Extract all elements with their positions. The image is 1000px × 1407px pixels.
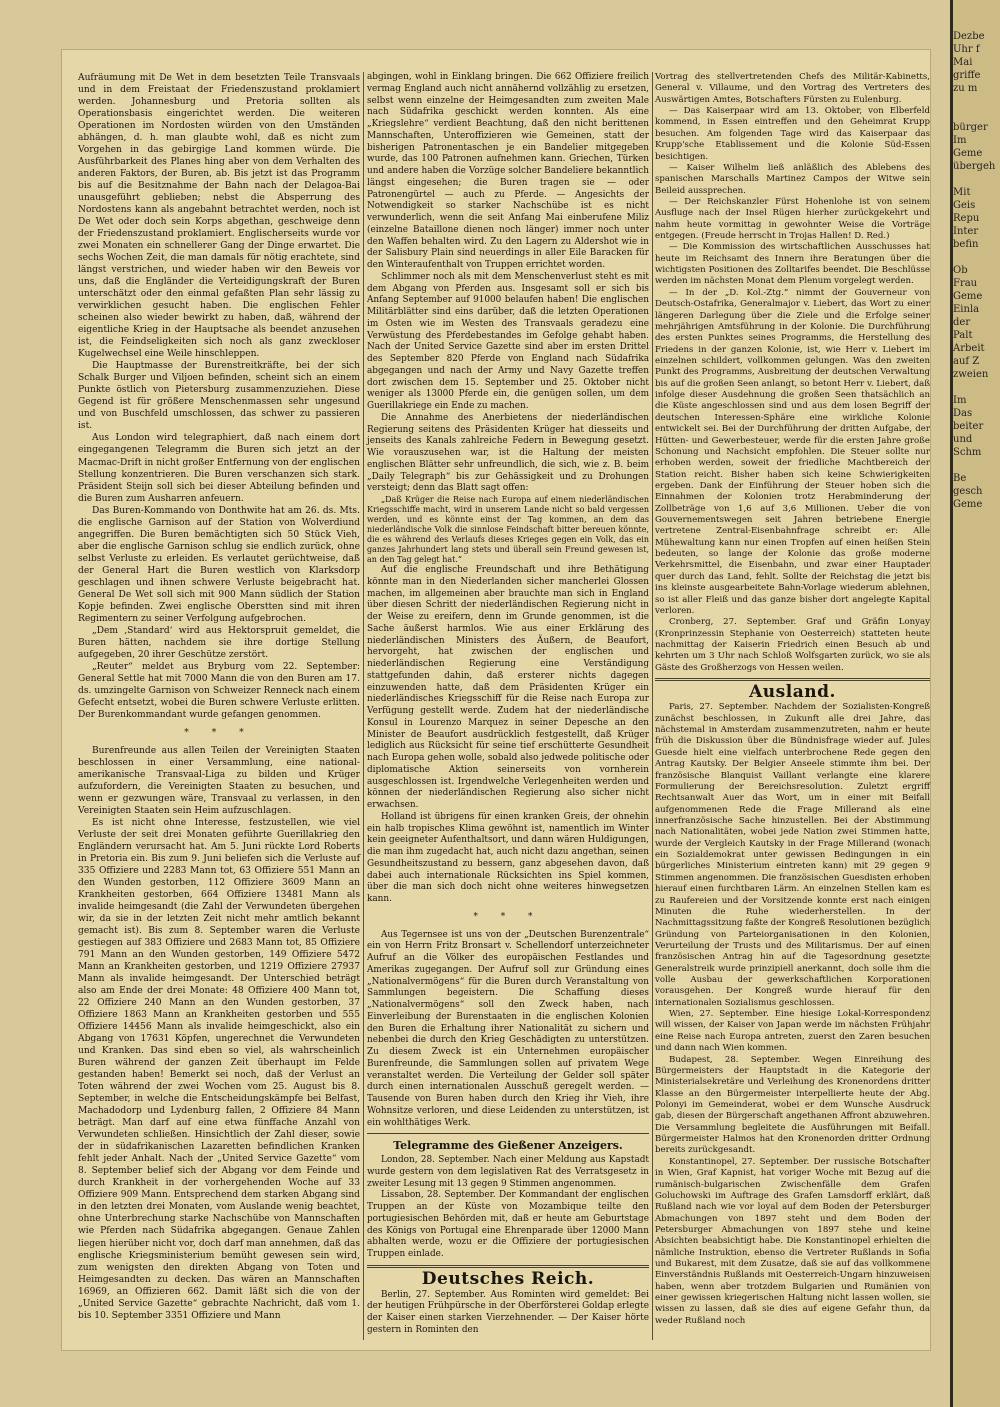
section-separator: * * *: [473, 911, 543, 922]
paragraph: — Das Kaiserpaar wird am 13. Oktober, von Elberfeld kommend, in Essen eintreffen und den Geheimrat Krupp besuchen. Am folgenden Tage wird das Kaiserpaar das Krupp'sche Etablissement und die Kolonie Süd-Essen besichtigen.: [655, 106, 930, 162]
paragraph: Die Hauptmasse der Burenstreitkräfte, bei der sich Schalk Burger und Viljoen befinden, scheint sich an einem Punkte östlich von Pietersburg zusammenzuziehen. Diese Gegend ist für größere Menschenmassen sehr ungesund und von Buschfeld umschlossen, das schwer zu passieren ist.: [78, 361, 360, 432]
paragraph: — Der Reichskanzler Fürst Hohenlohe ist von seinem Ausfluge nach der Insel Rügen hierher zurückgekehrt und nahm heute vormittag in gewohnter Weise die Vorträge entgegen. (Freude herrscht in Trojas Hallen! D. Red.): [655, 196, 930, 242]
section-separator: * * *: [184, 727, 254, 738]
paragraph: Aus London wird telegraphiert, daß nach einem dort eingegangenen Telegramm die Buren sich jetzt an der Macmac-Drift in nicht großer Entfernung von der englischen Stellung konzentrieren. Die Buren verschanzen sich stark. Präsident Steijn soll sich bei dieser Abteilung befinden und die Buren zum Ausharren anfeuern.: [78, 433, 360, 504]
column-3: [655, 72, 930, 1327]
section-heading-ausland: Ausland.: [749, 682, 836, 703]
paragraph: Konstantinopel, 27. September. Der russische Botschafter in Wien, Graf Kapnist, hat voriger Woche mit Bezug auf die rumänisch-bulgarischen Zwischenfälle dem Grafen Goluchowski im Auftrage des Grafen Lamsdorff erklärt, daß Rußland nach wie vor loyal auf dem Boden der Petersburger Abmachungen von 1897 steht und dem Boden der Petersburger Abmachungen von 1897 stehe und keine Absichten beabsichtigt habe. Die Konstantinopel erhielten die nämliche Instruktion, ebenso die Vertreter Rußlands in Sofia und Bukarest, mit dem Zusatze, daß sie auf das vollkommene Einverständnis Rußlands mit Oesterreich-Ungarn hinzuweisen haben, wenn aber trotzdem Bulgarien und Rumänien von einer gewissen kriegerischen Haltung nicht lassen wollen, sie wissen zu lassen, daß sie dies auf eigene Gefahr thun, da weder Rußland noch: [655, 1156, 930, 1326]
paragraph: Lissabon, 28. September. Der Kommandant der englischen Truppen an der Küste von Mozambique teilte den portugiesischen Behörden mit, daß er heute am Geburtstage des Königs von Portugal eine Ehrenparade über 12000 Mann abhalten werde, wozu er die Offiziere der portugiesischen Truppen einlade.: [367, 1190, 649, 1259]
paragraph: Berlin, 27. September. Aus Rominten wird gemeldet: Bei der heutigen Frühpürsche in der Oberförsterei Goldap erlegte der Kaiser einen starken Vierzehnender. — Der Kaiser hörte gestern in Rominten den: [367, 1289, 649, 1335]
paragraph: Burenfreunde aus allen Teilen der Vereinigten Staaten beschlossen in einer Versammlung, eine national-amerikanische Transvaal-Liga zu bilden und Krüger aufzufordern, die Vereinigten Staaten zu besuchen, und wenn er gezwungen wäre, Transvaal zu verlassen, in den Vereinigten Staaten sein Heim aufzuschlagen.: [78, 745, 360, 816]
divider: [367, 1265, 649, 1268]
divider: [367, 1133, 649, 1134]
paragraph: „Dem ‚Standard‘ wird aus Hektorspruit gemeldet, die Buren hätten, nachdem sie ihre dortige Stellung aufgegeben, 20 ihrer Geschütze zerstört.: [78, 625, 360, 660]
adjacent-page-edge: [950, 0, 1000, 1407]
section-heading-deutsches-reich: Deutsches Reich.: [421, 1268, 595, 1289]
paragraph: „Reuter“ meldet aus Bryburg vom 22. September: General Settle hat mit 7000 Mann die von den Buren am 17. ds. umzingelte Garnison von Schweizer Renneck nach einem Gefecht entsetzt, wobei die Buren schwere Verluste erlitten. Der Burenkommandant wurde gefangen genommen.: [78, 661, 360, 720]
adjacent-page-text: Dezbe Uhr f Mai griffe zu m bürger Im Geme übergeh Mit Geis Repu Inter befin Ob Frau Geme Einla der Palt Arbeit auf Z zweien Im Das beiter und Schm Be gesch Geme: [953, 31, 996, 510]
paragraph: Aus Tegernsee ist uns von der „Deutschen Burenzentrale“ ein von Herrn Fritz Bronsart v. Schellendorf unterzeichneter Aufruf an die Völker des europäischen Festlandes und Amerikas zugegangen. Der Aufruf soll zur Gründung eines „Nationalvermögens“ für die Buren durch Veranstaltung von Sammlungen begeistern. Die Schaffung dieses „Nationalvermögens“ soll den Zweck haben, nach Einverleibung der Burenstaaten in die englischen Kolonien den Buren die Erhaltung ihrer Nationalität zu sichern und nebenbei die durch den Krieg Geschädigten zu unterstützen. Zu diesem Zweck ist ein Unternehmen europäischer Burenfreunde, die Sammlungen sollen auf privatem Wege veranstaltet werden. Die Verteilung der Gelder soll später durch einen internationalen Ausschuß geregelt werden. — Tausende von Buren haben durch den Krieg ihr Vieh, ihre Wohnsitze verloren, und diese Leidenden zu unterstützen, ist ein wohlthätiges Werk.: [367, 929, 649, 1128]
paragraph: Wien, 27. September. Eine hiesige Lokal-Korrespondenz will wissen, der Kaiser von Japan werde im nächsten Frühjahr eine Reise nach Europa antreten, zuerst den Zaren besuchen und dann nach Wien kommen.: [655, 1009, 930, 1054]
paragraph: Es ist nicht ohne Interesse, festzustellen, wie viel Verluste der seit drei Monaten geführte Guerillakrieg den Engländern verursacht hat. Am 5. Juni rückte Lord Roberts in Pretoria ein. Bis zum 9. Juni beliefen sich die Verluste auf 335 Offiziere und 2283 Mann tot, 63 Offiziere 551 Mann an den Wunden gestorben, 112 Offiziere 3609 Mann an Krankheiten gestorben, 664 Offiziere 13481 Mann als invalide heimgesandt (die Zahl der Verwundeten übergehen wir, da sie in der letzten Zeit nicht mehr amtlich bekannt gemacht ist). Bis zum 8. September waren die Verluste gestiegen auf 383 Offiziere und 2683 Mann tot, 85 Offiziere 791 Mann an den Wunden gestorben, 149 Offiziere 5472 Mann an Krankheiten gestorben, und 1219 Offiziere 27937 Mann als invalide heimgesandt. Der Unterschied beträgt also am Ende der drei Monate: 48 Offiziere 400 Mann tot, 22 Offiziere 240 Mann an den Wunden gestorben, 37 Offiziere 1863 Mann an Krankheiten gestorben und 555 Offiziere 14456 Mann als invalide heimgeschickt, also ein Abgang von 17631 Köpfen, ungerechnet die Verwundeten und Kranken. Das sind eben so viel, als wahrscheinlich Buren während der ganzen Zeit überhaupt im Felde gestanden haben! Bemerkt sei noch, daß der Verlust an Toten während der zwei Wochen vom 25. August bis 8. September, in welche die Entscheidungskämpfe bei Belfast, Machadodorp und Lydenburg fallen, 2 Offiziere 84 Mann beträgt. Man darf auf eine etwa fünffache Anzahl von Verwundeten schließen. Hinsichtlich der Zahl dieser, sowie der in südafrikanischen Lazaretten befindlichen Kranken fehlt jeder Anhalt. Nach der „United Service Gazette“ vom 8. September belief sich der Abgang vor dem Feinde und durch Krankheit in der vorhergehenden Woche auf 33 Offiziere 909 Mann. Entsprechend dem starken Abgang sind in den letzten drei Monaten, vom Auslande wenig beachtet, ohne Unterbrechung starke Nachschübe von Mannschaften wie Pferden nach Südafrika abgegangen. Genaue Zahlen liegen hierüber nicht vor, doch darf man annehmen, daß das englische Kriegsministerium bemüht gewesen sein wird, zum wenigsten den direkten Abgang von Toten und Heimgesandten zu decken. Das wären an Mannschaften 16969, an Offizieren 662. Damit läßt sich die von der „United Service Gazette“ gebrachte Nachricht, daß vom 1. bis 10. September 3351 Offiziere und Mann: [78, 817, 360, 1321]
paragraph: — Kaiser Wilhelm ließ anläßlich des Ablebens des spanischen Marschalls Martinez Campos der Witwe sein Beileid aussprechen.: [655, 162, 930, 196]
column-2: [367, 72, 649, 1337]
paragraph: — Die Kommission des wirtschaftlichen Ausschusses hat heute im Reichsamt des Innern ihre Beratungen über die wichtigsten Positionen des Zolltarifes beendet. Die Beschlüsse werden im nächsten Monat dem Plenum vorgelegt werden.: [655, 242, 930, 287]
column-divider-1: [363, 72, 364, 1340]
paragraph: Cronberg, 27. September. Graf und Gräfin Lonyay (Kronprinzessin Stephanie von Oesterreich) statteten heute nachmittag der Kaiserin Friedrich einen Besuch ab und kehrten um 3 Uhr nach Schloß Wolfsgarten zurück, wo sie als Gäste des Großherzogs von Hessen weilen.: [655, 617, 930, 673]
paragraph: Die Annahme des Anerbietens der niederländischen Regierung seitens des Präsidenten Krüger hat diesseits und jenseits des Kanals zahlreiche Federn in Bewegung gesetzt. Wie vorauszusehen war, ist die Haltung der meisten englischen Blätter sehr unfreundlich, die sich, wie z. B. beim „Daily Telegraph“ bis zur Gehässigkeit und zu Drohungen versteigt; denn das Blatt sagt offen:: [367, 412, 649, 494]
paragraph: Aufräumung mit De Wet in dem besetzten Teile Transvaals und in dem Freistaat der Friedenszustand proklamiert werden. Johannesburg und Pretoria sollten als Operationsbasis eingerichtet werden. Die weiteren Operationen im Nordosten würden von den Umständen abhängen, d. h. man glaubte wohl, daß es nicht zum Vorgehen in das gebirgige Land kommen würde. Die Ausführbarkeit des Planes hing aber von dem Verhalten des anderen Faktors, der Buren, ab. Bis jetzt ist das Programm bis auf die Besitznahme der Bahn nach der Delagoa-Bai unausgeführt geblieben; nebst die Absperrung des Nordostens kann als angebahnt betrachtet werden, noch ist De Wet oder doch sein Korps abgethan, geschweige denn der Friedenszustand proklamiert. Englischerseits wurde vor zwei Monaten ein schnellerer Gang der Dinge erwartet. Die sechs Wochen Zeit, die man damals für nötig erachtete, sind längst verstrichen, und wieder haben wir den Beweis vor uns, daß die Engländer die Verteidigungskraft der Buren unterschätzt oder den einmal gefaßten Plan sehr lässig zu verwirklichen gesucht haben. Die englischen Fehler scheinen also wieder bewirkt zu haben, daß, während der eigentliche Krieg in der Hauptsache als beendet anzusehen ist, die Feindseligkeiten sich noch als ganz zweckloser Kugelwechsel eine Weile hinschleppen.: [78, 73, 360, 360]
paragraph: abgingen, wohl in Einklang bringen. Die 662 Offiziere freilich vermag England auch nicht annähernd vollzählig zu ersetzen, selbst wenn einzelne der Heimgesandten zum zweiten Male nach Südafrika geschickt werden konnten. Als eine „Kriegslehre“ verdient Beachtung, daß den nicht berittenen Mannschaften, Unteroffizieren wie Gemeinen, statt der bisherigen Patronentaschen je ein Bandelier mitgegeben wurde, das 100 Patronen aufnehmen kann. Griechen, Türken und andere haben die Vorzüge solcher Bandeliere bekanntlich längst eingesehen; die Buren tragen sie — oder Patronengürtel — auch zu Pferde. — Angesichts der Notwendigkeit so starker Nachschübe ist es nicht verwunderlich, wenn die seit Anfang Mai einberufene Miliz (einzelne Bataillone dienen noch länger) immer noch unter den Waffen behalten wird. Zu den Lagern zu Aldershot wie in der Salisbury Plain sind neuerdings in aller Eile Baracken für den Winteraufenthalt von Truppen errichtet worden.: [367, 72, 649, 270]
paragraph: Paris, 27. September. Nachdem der Sozialisten-Kongreß zunächst beschlossen, in Zukunft alle drei Jahre, das nächstemal in Amsterdam zusammenzutreten, nahm er heute früh die Diskussion über die Bündnisfrage wieder auf. Jules Guesde hielt eine vielfach unterbrochene Rede gegen den Antrag Kautsky. Der Belgier Anseele stimmte ihm bei. Der französische Blanquist Vaillant verlangte eine klarere Formulierung der Bereichsresolution. Zuletzt ergriff Rechtsanwalt Auer das Wort, um in einer mit Beifall aufgenommenen Rede die Frage Millerand als eine innerfranzösische Sache hinzustellen. Bei der Abstimmung nach Nationalitäten, wobei jede Nation zwei Stimmen hatte, wurde der Vergleich Kautsky in der Frage Millerand (wonach ein Sozialdemokrat unter gewissen Bedingungen in ein bürgerliches Ministerium eintreten kann) mit 29 gegen 9 Stimmen angenommen. Die französischen Guesdisten erhoben hierauf einen furchtbaren Lärm. An einzelnen Stellen kam es zu Raufereien und der Vorsitzende konnte erst nach einigen Minuten die Ruhe wiederherstellen. In der Nachmittagssitzung faßte der Kongreß Resolutionen bezüglich Gründung von Parteiorganisationen in den Kolonien, Verurteilung der Trusts und des Militarismus. Der auf einen französischen Antrag hin auf die Tagesordnung gesetzte Generalstreik wurde prinzipiell anerkannt, doch solle ihm die volle Ausbau der gewerkschaftlichen Korporationen vorausgehen. Der Kongreß wurde hierauf für den internationalen Sozialismus geschlossen.: [655, 702, 930, 1008]
paragraph: Auf die englische Freundschaft und ihre Bethätigung könnte man in den Niederlanden sicher mancherlei Glossen machen, im allgemeinen aber brauchte man sich in England über diesen Schritt der niederländischen Regierung nicht in der Weise zu ereifern, denn im Grunde genommen, ist die Sache äußerst harmlos. Wie aus einer Erklärung des niederländischen Ministers des Äußern, de Beaufort, hervorgeht, hat zwischen der englischen und niederländischen Regierung eine Verständigung stattgefunden dahin, daß ersterer nichts dagegen einzuwenden hatte, daß dem Präsidenten Krüger ein niederländisches Kriegsschiff für die Reise nach Europa zur Verfügung gestellt werde. Zudem hat der niederländische Konsul in Lourenzo Marquez in seiner Depesche an den Minister de Beaufort ausdrücklich festgestellt, daß Krüger lediglich aus Rücksicht für seine tief erschütterte Gesundheit nach Europa gehen wolle, sobald also jedwede politische oder diplomatische Aktion seinerseits von vornherein ausgeschlossen ist. Irgendwelche Verlegenheiten werden und können der niederländischen Regierung also sicher nicht erwachsen.: [367, 565, 649, 810]
paragraph: Das Buren-Kommando von Donthwite hat am 26. ds. Mts. die englische Garnison auf der Station von Wolverdiund angegriffen. Die Buren bemächtigten sich 50 Stück Vieh, aber die englische Garnison schlug sie endlich zurück, ohne selbst Verluste zu erleiden. Es verlautet gerüchtweise, daß der General Hart die Buren westlich von Klarksdorp geschlagen und ihnen schwere Verluste beigebracht hat. General De Wet soll sich mit 900 Mann südlich der Station Kopje befinden. Zwei englische Oberstten sind mit ihren Regimentern zu seiner Verfolgung aufgebrochen.: [78, 505, 360, 624]
column-1: [78, 72, 360, 1322]
paragraph: Vortrag des stellvertretenden Chefs des Militär-Kabinetts, General v. Villaume, und den Vortrag des Vertreters des Auswärtigen Amtes, Botschafters Fürsten zu Eulenburg.: [655, 72, 930, 105]
paragraph: Holland ist übrigens für einen kranken Greis, der ohnehin ein halb tropisches Klima gewöhnt ist, namentlich im Winter kein geeigneter Aufenthaltsort, und dann wären Huldigungen, die man ihm zugedacht hat, auch nicht dazu angethan, seinen Gesundheitszustand zu bessern, ganz abgesehen davon, daß dabei auch internationale Rücksichten ins Spiel kommen, über die man sich doch nicht ohne weiteres hinwegsetzen kann.: [367, 811, 649, 904]
divider: [655, 678, 930, 681]
paragraph: — In der „D. Kol.-Ztg.“ nimmt der Gouverneur von Deutsch-Ostafrika, Generalmajor v. Liebert, das Wort zu einer längeren Darlegung über die Ziele und die Erfolge seiner mehrjährigen Amtsführung in der Kolonie. Die Durchführung des ersten Punktes seines Programms, die Herstellung des Friedens in der ganzen Kolonie, ist, wie Herr v. Liebert im einzelnen schildert, vollkommen gelungen. Was den zweiten Punkt des Programms, Ausbreitung der deutschen Verwaltung bis auf die großen Seen anlangt, so betont Herr v. Liebert, daß infolge dieser Ausdehnung die großen Seen thatsächlich an die Küste angeschlossen sind und aus dem losen Begriff der deutschen Interessen-Sphäre eine wirkliche Kolonie entwickelt sei. Bei der Durchführung der dritten Aufgabe, der Hütten- und Gewerbesteuer, werde für die ersten Jahre große Schonung und Nachsicht empfohlen. Die Steuer sollte nur erhoben werden, soweit der friedliche Machtbereich der Station reicht. Bisher haben sich keine Schwierigkeiten ergeben. Dank der Einführung der Steuer hoben sich die Einnahmen der Kolonien trotz Herabminderung der Zollbeträge von 1,6 auf 3,6 Millionen. Ueber die von Gouvernementswegen seit Jahren betriebene Energie vertretene Zentral-Eisenbahnfrage schreibt er: Alle Mühewaltung kann nur einen Tropfen auf einen heißen Stein bedeuten, so lange der Kolonie das große moderne Verkehrsmittel, die Eisenbahn, und zwar einer Hauptader quer durch das Land, fehlt. Sollte der Reichstag die jetzt bis ins kleinste ausgearbeitete Bahn-Vorlage wiederum ablehnen, so ist aller Fleiß und das ganze bisher dort angelegte Kapital verloren.: [655, 287, 930, 616]
paragraph: Budapest, 28. September. Wegen Einreihung des Bürgermeisters der Hauptstadt in die Kategorie der Ministerialsekretäre und Verleihung des Kronenordens dritter Klasse an den Bürgermeister interpellierte heute der Abg. Polonyi im Gemeinderat, wobei er dem Wunsche Ausdruck gab, diesen der Bürgerschaft angethanen Affront abzuwehren. Die Versammlung begleitete die Ausführungen mit Beifall. Bürgermeister Halmos hat den Kronenorden dritter Ordnung bereits zurückgesandt.: [655, 1054, 930, 1156]
paragraph: London, 28. September. Nach einer Meldung aus Kapstadt wurde gestern von dem legislativen Rat des Verratsgesetz in zweiter Lesung mit 13 gegen 9 Stimmen angenommen.: [367, 1155, 649, 1189]
section-heading-telegrams: Telegramme des Gießener Anzeigers.: [393, 1139, 623, 1153]
paragraph: Schlimmer noch als mit dem Menschenverlust steht es mit dem Abgang von Pferden aus. Insgesamt soll er sich bis Anfang September auf 91000 belaufen haben! Die englischen Militärblätter sind eins darüber, daß die letzten Operationen im Osten wie im Westen des Transvaals geradezu eine Verwüstung des Pferdebestandes im Gefolge gehabt haben. Nach der United Service Gazette sind aber im ersten Drittel des September 820 Pferde von England nach Südafrika abgegangen und nach der Army und Navy Gazette treffen dort zwischen dem 15. September und 25. Oktober nicht weniger als 13000 Pferde ein, die genügen sollen, um dem Guerillakriege ein Ende zu machen.: [367, 271, 649, 411]
quotation: „Daß Krüger die Reise nach Europa auf einem niederländischen Kriegsschiffe macht, wird in unserem Lande nicht so bald vergessen werden, und es könnte einst der Tag kommen, an dem das niederländische Volk die sinnlose Feindschaft bitter bereuen könnte, die es während des Verlaufs dieses Krieges gegen ein Volk, das ein ganzes Jahrhundert lang stets und überall sein Freund gewesen ist, an den Tag gelegt hat.“: [367, 495, 649, 564]
column-divider-2: [652, 72, 653, 1340]
